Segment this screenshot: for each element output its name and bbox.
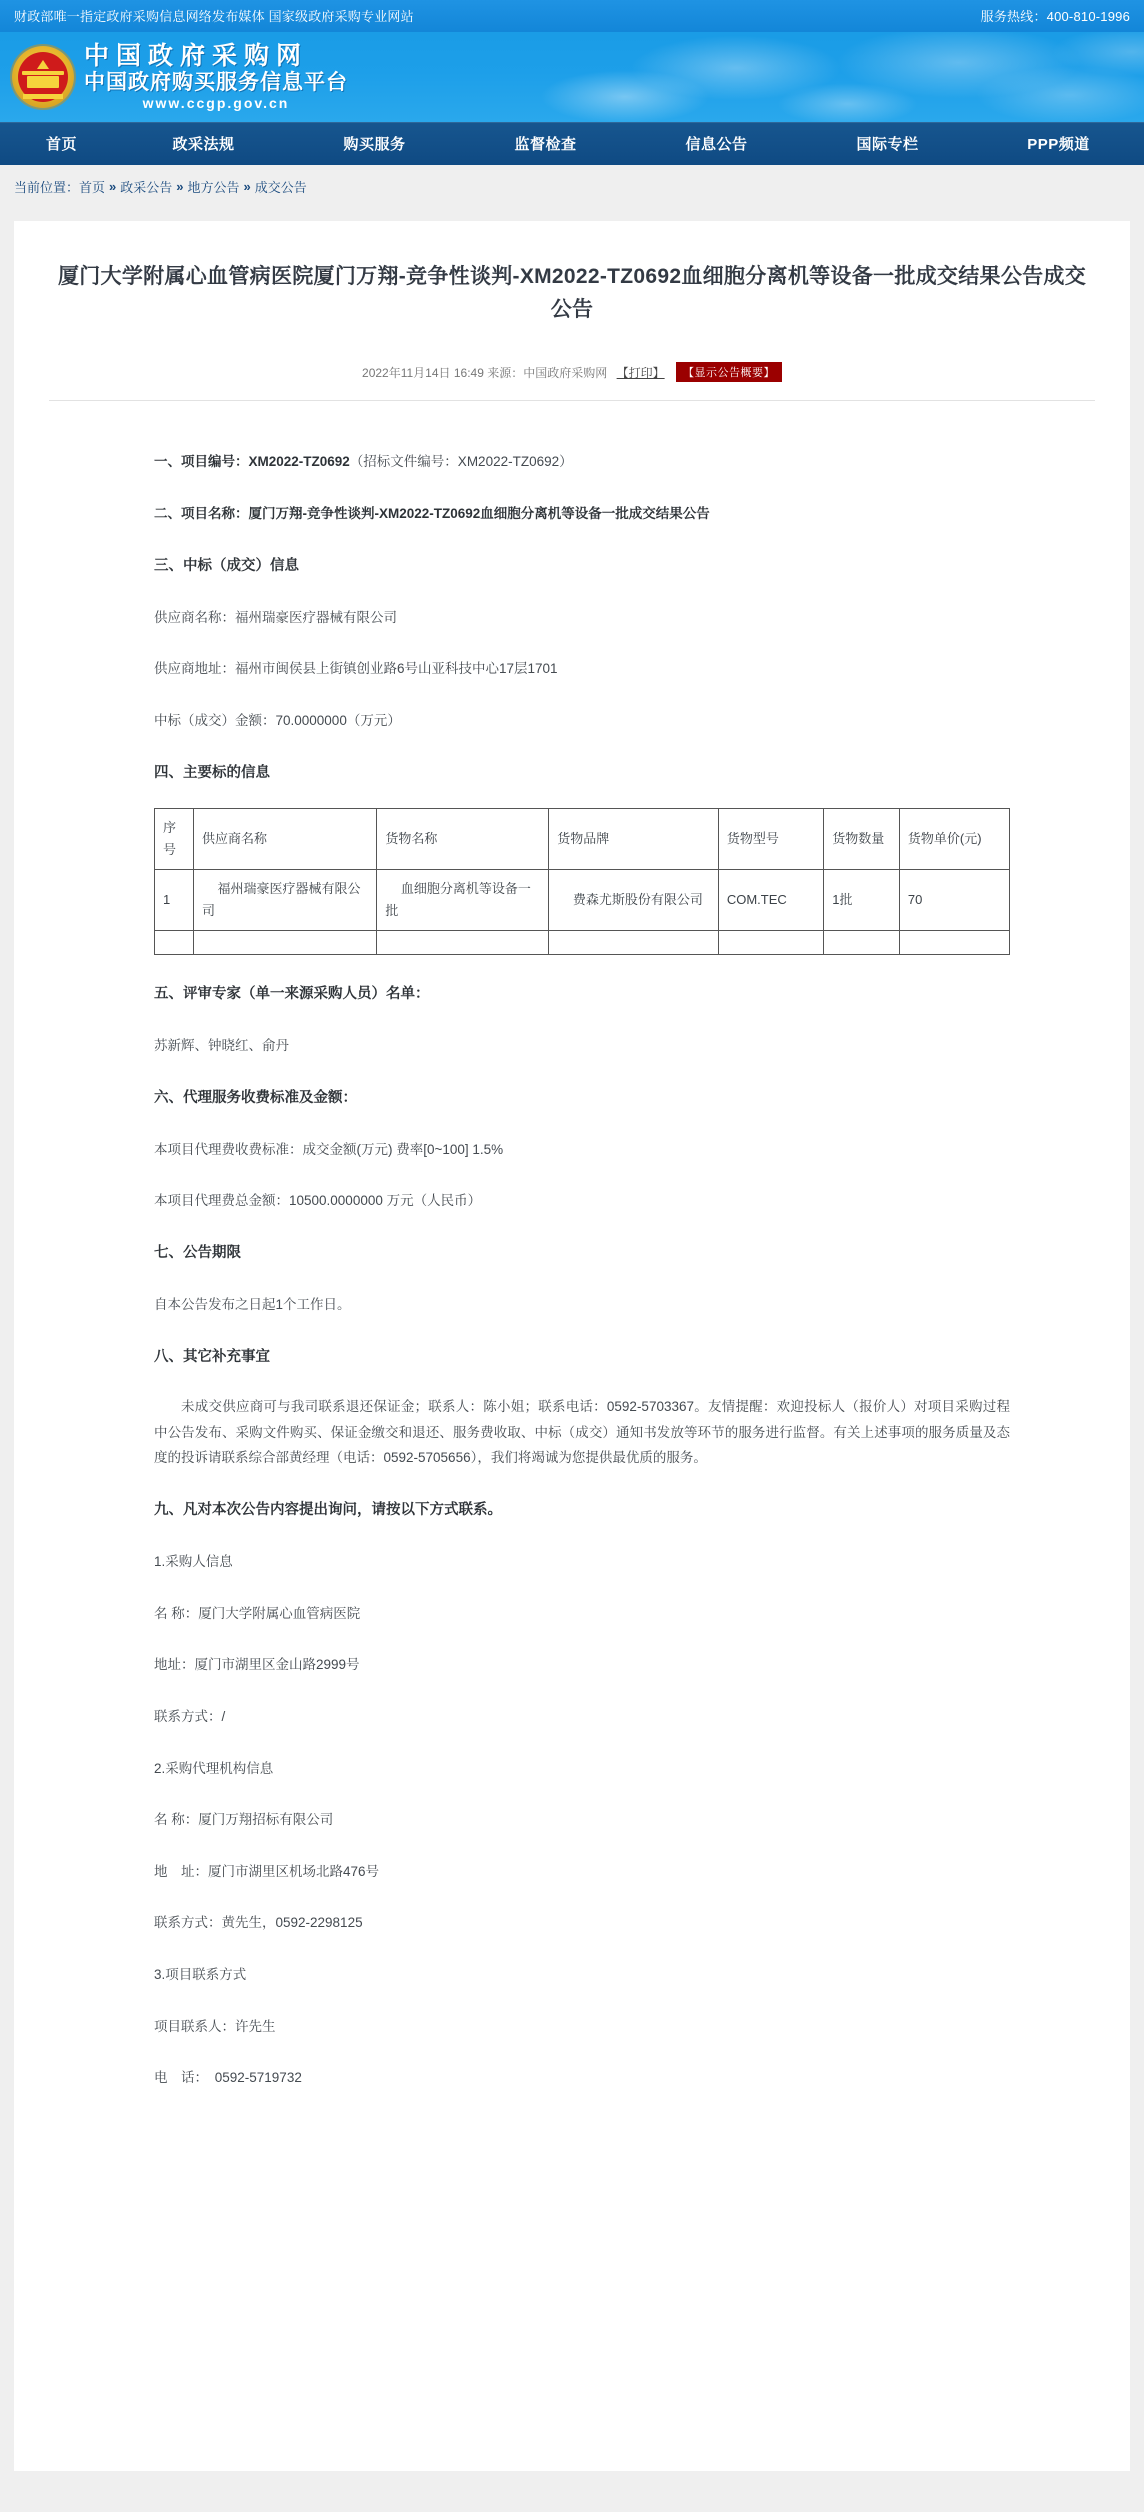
nav-item-announcements[interactable]: 信息公告	[685, 136, 748, 153]
project-contact-title: 3.项目联系方式	[154, 1967, 247, 1983]
announcement-body	[14, 401, 1130, 2091]
nav-item-purchase-service[interactable]: 购买服务	[343, 136, 406, 153]
goods-table	[154, 808, 1010, 955]
print-button[interactable]: 【打印】	[616, 366, 665, 381]
cell-goods-price: 70	[899, 869, 1009, 930]
nav-slot-announcements	[631, 133, 802, 154]
cell-goods-model: COM.TEC	[718, 869, 823, 930]
nav-item-supervision[interactable]: 监督检查	[514, 136, 577, 153]
table-row	[155, 869, 1010, 930]
section-5-heading: 五、评审专家（单一来源采购人员）名单：	[154, 985, 430, 1002]
nav-item-home[interactable]: 首页	[46, 136, 78, 153]
purchaser-contact: 联系方式：/	[154, 1708, 226, 1724]
cell-empty	[899, 930, 1009, 954]
section-8-heading: 八、其它补充事宜	[154, 1348, 270, 1365]
section-1-project-number	[154, 449, 1010, 475]
cell-goods-brand: 费森尤斯股份有限公司	[549, 869, 719, 930]
col-header-supplier: 供应商名称	[193, 808, 376, 869]
cell-empty	[155, 930, 194, 954]
col-header-goods-qty: 货物数量	[824, 808, 900, 869]
section-2-project-name	[154, 501, 1010, 527]
cell-empty	[824, 930, 900, 954]
breadcrumb-prefix: 当前位置：	[14, 179, 80, 195]
project-number-suffix: （招标文件编号：XM2022-TZ0692）	[349, 454, 573, 470]
agency-contact: 联系方式：黄先生，0592-2298125	[154, 1915, 363, 1931]
page-title: 厦门大学附属心血管病医院厦门万翔-竞争性谈判-XM2022-TZ0692血细胞分离机等设备一批成交结果公告成交公告	[57, 265, 1087, 321]
nav-item-ppp[interactable]: PPP频道	[1027, 136, 1090, 153]
nav-slot-supervision	[460, 133, 631, 154]
site-logo[interactable]	[12, 44, 348, 110]
table-row-empty	[155, 930, 1010, 954]
cell-empty	[193, 930, 376, 954]
site-title-primary: 中国政府采购网	[84, 42, 309, 70]
project-number-value: XM2022-TZ0692	[248, 454, 350, 470]
nav-item-regulations[interactable]: 政采法规	[172, 136, 235, 153]
award-amount: 中标（成交）金额：70.0000000（万元）	[154, 712, 401, 728]
breadcrumb-item-home[interactable]: 首页	[79, 179, 106, 195]
nav-slot-ppp	[973, 133, 1144, 154]
site-wordmark	[84, 44, 348, 110]
main-navigation[interactable]	[0, 122, 1144, 165]
agency-fee-standard: 本项目代理费收费标准：成交金额(万元) 费率[0~100] 1.5%	[154, 1141, 504, 1157]
cell-empty	[377, 930, 549, 954]
section-7-heading: 七、公告期限	[154, 1245, 241, 1262]
cell-empty	[718, 930, 823, 954]
top-utility-bar	[0, 0, 1144, 32]
purchaser-address: 地址：厦门市湖里区金山路2999号	[154, 1657, 360, 1673]
site-url: www.ccgp.gov.cn	[142, 95, 290, 111]
cell-index: 1	[155, 869, 194, 930]
project-contact-person: 项目联系人：许先生	[154, 2018, 276, 2034]
breadcrumb-separator: »	[176, 178, 184, 194]
supplier-name: 供应商名称：福州瑞豪医疗器械有限公司	[154, 609, 397, 625]
service-hotline: 服务热线：400-810-1996	[980, 8, 1130, 24]
breadcrumb-item-result-announce[interactable]: 成交公告	[254, 179, 307, 195]
nav-slot-purchase-service	[289, 133, 460, 154]
section-2-label: 二、项目名称：	[154, 505, 249, 521]
site-title-secondary: 中国政府购买服务信息平台	[84, 71, 348, 94]
nav-slot-international	[802, 133, 973, 154]
announcement-period: 自本公告发布之日起1个工作日。	[154, 1297, 351, 1313]
cell-empty	[549, 930, 719, 954]
col-header-goods-model: 货物型号	[718, 808, 823, 869]
col-header-goods-brand: 货物品牌	[549, 808, 719, 869]
agency-name: 名 称：厦门万翔招标有限公司	[154, 1812, 334, 1828]
cell-goods-qty: 1批	[824, 869, 900, 930]
agency-address: 地 址：厦门市湖里区机场北路476号	[154, 1863, 380, 1879]
national-emblem-icon	[12, 46, 74, 108]
breadcrumb-item-gov-announce[interactable]: 政采公告	[120, 179, 173, 195]
article-meta	[14, 340, 1130, 396]
expert-list: 苏新辉、钟晓红、俞丹	[154, 1038, 289, 1054]
project-name-value: 厦门万翔-竞争性谈判-XM2022-TZ0692血细胞分离机等设备一批成交结果公告	[248, 505, 710, 521]
breadcrumb-separator: »	[243, 178, 251, 194]
cell-supplier: 福州瑞豪医疗器械有限公司	[193, 869, 376, 930]
publish-date: 2022年11月14日 16:49	[362, 366, 484, 381]
section-6-heading: 六、代理服务收费标准及金额：	[154, 1089, 357, 1106]
col-header-goods-price: 货物单价(元)	[899, 808, 1009, 869]
section-4-heading: 四、主要标的信息	[154, 764, 270, 781]
announcement-card	[14, 221, 1130, 2471]
site-banner	[0, 32, 1144, 122]
table-header-row	[155, 808, 1010, 869]
col-header-goods-name: 货物名称	[377, 808, 549, 869]
supplementary-text: 未成交供应商可与我司联系退还保证金；联系人：陈小姐；联系电话：0592-5703367。友情提醒：欢迎投标人（报价人）对项目采购过程中公告发布、采购文件购买、保证金缴交和退还、服务费收取、中标（成交）通知书发放等环节的服务进行监督。有关上述事项的服务质量及态度的投诉请联系综合部黄经理（电话：0592-5705656），我们将竭诚为您提供最优质的服务。	[154, 1398, 1010, 1466]
nav-slot-regulations	[118, 133, 289, 154]
supplier-address: 供应商地址：福州市闽侯县上街镇创业路6号山亚科技中心17层1701	[154, 661, 558, 677]
top-bar-slogan: 财政部唯一指定政府采购信息网络发布媒体 国家级政府采购专业网站	[14, 8, 414, 24]
breadcrumb-item-local-announce[interactable]: 地方公告	[187, 179, 240, 195]
article-source: 来源：中国政府采购网	[487, 366, 608, 381]
nav-item-international[interactable]: 国际专栏	[856, 136, 919, 153]
agency-fee-total: 本项目代理费总金额：10500.0000000 万元（人民币）	[154, 1193, 482, 1209]
section-1-label: 一、项目编号：	[154, 454, 249, 470]
nav-slot-home	[0, 133, 118, 154]
col-header-index: 序号	[155, 808, 194, 869]
cloud-background-image	[526, 32, 1144, 122]
breadcrumb-separator: »	[109, 178, 117, 194]
purchaser-name: 名 称：厦门大学附属心血管病医院	[154, 1605, 361, 1621]
section-3-heading: 三、中标（成交）信息	[154, 557, 299, 574]
project-contact-phone: 电 话： 0592-5719732	[154, 2070, 302, 2086]
breadcrumb	[0, 165, 1144, 207]
purchaser-info-title: 1.采购人信息	[154, 1553, 233, 1569]
cell-goods-name: 血细胞分离机等设备一批	[377, 869, 549, 930]
section-9-heading: 九、凡对本次公告内容提出询问，请按以下方式联系。	[154, 1501, 502, 1518]
agency-info-title: 2.采购代理机构信息	[154, 1760, 274, 1776]
show-summary-button[interactable]: 【显示公告概要】	[676, 362, 782, 382]
